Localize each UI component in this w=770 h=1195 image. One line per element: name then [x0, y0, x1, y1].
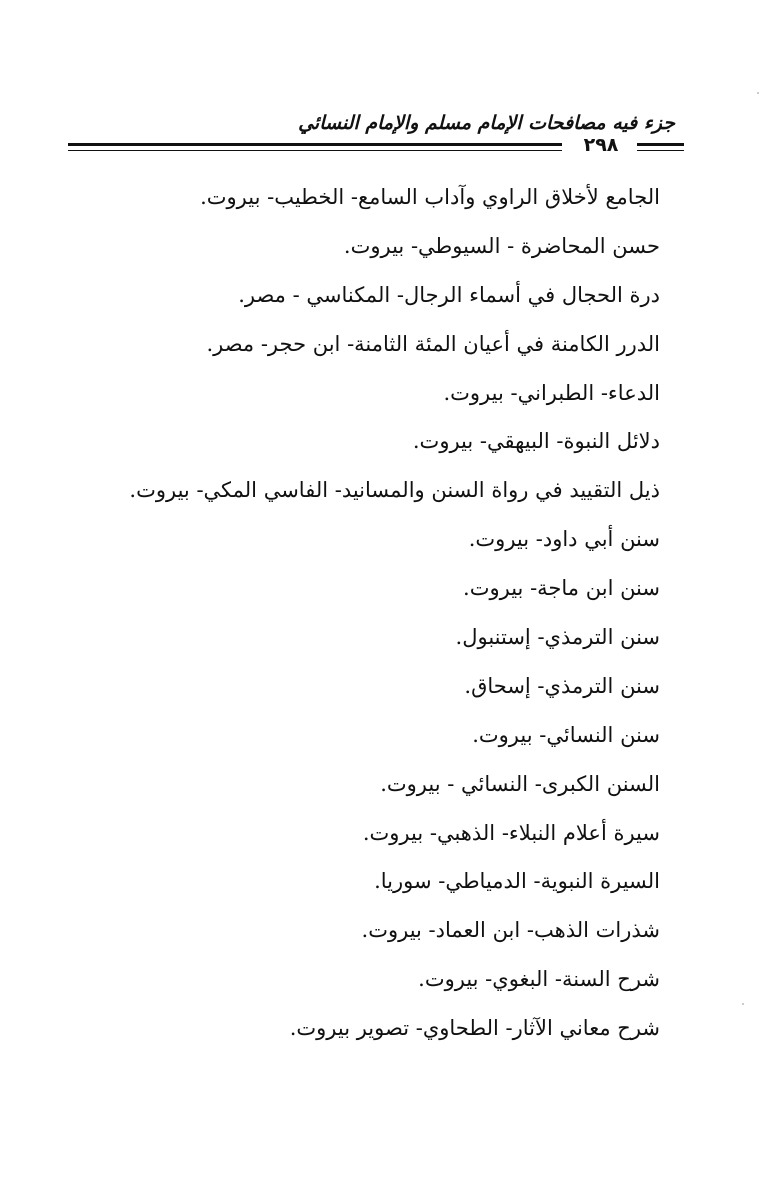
header-rule-long-thick — [68, 143, 562, 146]
header-rule-short-thin — [637, 150, 684, 151]
bibliography-entry: سنن النسائي- بيروت. — [472, 722, 660, 747]
bibliography-entry: سيرة أعلام النبلاء- الذهبي- بيروت. — [362, 820, 660, 845]
running-title: جزء فيه مصافحات الإمام مسلم والإمام النسائي — [298, 112, 675, 134]
bibliography-entry: شرح معاني الآثار- الطحاوي- تصوير بيروت. — [289, 1016, 660, 1041]
bibliography-entry: ذيل التقييد في رواة السنن والمسانيد- الفاسي المكي- بيروت. — [129, 478, 660, 503]
bibliography-entry: شرح السنة- البغوي- بيروت. — [418, 967, 660, 992]
bibliography-entry: شذرات الذهب- ابن العماد- بيروت. — [361, 918, 660, 943]
bibliography-entry: الدرر الكامنة في أعيان المئة الثامنة- ابن حجر- مصر. — [206, 331, 660, 356]
bibliography-entry: الجامع لأخلاق الراوي وآداب السامع- الخطيب- بيروت. — [200, 185, 660, 209]
bibliography-entry: سنن الترمذي- إسحاق. — [464, 673, 660, 698]
bibliography-entry: سنن أبي داود- بيروت. — [468, 527, 660, 552]
bibliography-entry: السنن الكبرى- النسائي - بيروت. — [380, 771, 660, 796]
scan-speck — [757, 92, 759, 94]
bibliography-entry: السيرة النبوية- الدمياطي- سوريا. — [374, 869, 660, 894]
page-number: ٢٩٨ — [583, 134, 619, 156]
bibliography-entry: سنن ابن ماجة- بيروت. — [463, 576, 660, 601]
header-rule-long-thin — [68, 150, 562, 151]
bibliography-entry: حسن المحاضرة - السيوطي- بيروت. — [343, 233, 660, 258]
bibliography-list — [80, 178, 660, 1058]
bibliography-entry: الدعاء- الطبراني- بيروت. — [443, 380, 660, 405]
bibliography-entry: سنن الترمذي- إستنبول. — [455, 625, 660, 650]
header-rule-short-thick — [637, 143, 684, 146]
bibliography-entry: دلائل النبوة- البيهقي- بيروت. — [412, 429, 660, 454]
scan-speck — [742, 1003, 744, 1005]
bibliography-entry: درة الحجال في أسماء الرجال- المكناسي - مصر. — [238, 282, 660, 307]
